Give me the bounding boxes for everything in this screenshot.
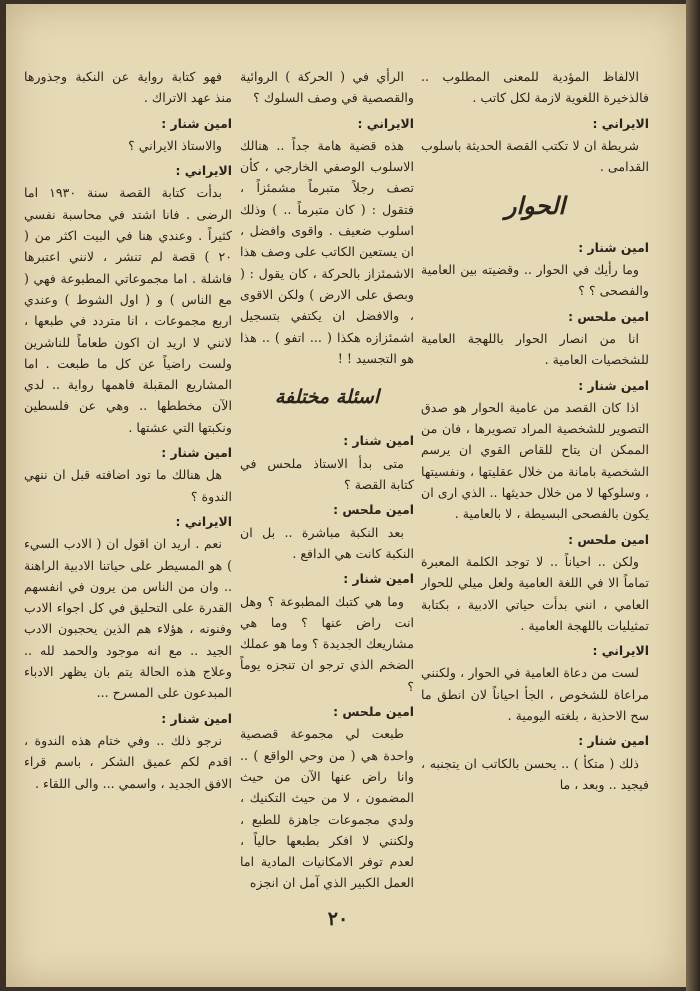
speaker-label: الايراني : — [175, 163, 232, 179]
speaker-label: امين ملحس : — [568, 531, 649, 547]
section-heading: الحوار — [504, 191, 566, 221]
page-edge-shadow — [686, 0, 700, 991]
paragraph: نرجو ذلك .. وفي ختام هذه الندوة ، اقدم لكم عميق الشكر ، باسم قراء الافق الجديد ، واسمي ... والى اللقاء . — [24, 732, 232, 791]
magazine-page — [6, 4, 686, 987]
column-middle — [240, 66, 414, 895]
speaker-label: امين ملحس : — [333, 704, 414, 720]
speaker-label: الايراني : — [357, 115, 414, 131]
paragraph: نعم . اريد ان اقول ان ( الادب السيء ) هو المسيطر على حياتنا الادبية الراهنة .. وان من الناس من يرون في انفسهم القدرة على التحليق في كل اجواء الادب وفنونه ، هؤلاء هم الذين يحجبون الادب الجيد .. مع انه موجود والحمد لله .. وعلاج هذه الحالة يتم بان يظهر الادباء المبدعون على المسرح ... — [24, 536, 232, 701]
speaker-label: امين شنار : — [161, 710, 232, 726]
speaker-label: امين شنار : — [578, 377, 649, 393]
speaker-label: امين شنار : — [343, 571, 414, 587]
paragraph: والاستاذ الايراني ؟ — [128, 137, 222, 153]
paragraph: شريطة ان لا تكتب القصة الحديثة باسلوب القدامى . — [421, 137, 649, 175]
section-heading: اسئلة مختلفة — [274, 386, 380, 409]
speaker-label: امين شنار : — [578, 239, 649, 255]
speaker-label: امين شنار : — [343, 433, 414, 449]
paragraph: الالفاظ المؤدية للمعنى المطلوب .. فالذخيرة اللغوية لازمة لكل كاتب . — [421, 69, 649, 106]
paragraph: بدأت كتابة القصة سنة ١٩٣٠ اما الرضى . فانا اشتد في محاسبة نفسي كثيراً . وعندي هنا في البيت اكثر من ( ٢٠ ) قصة لم تنشر ، لانني اعتبرها فاشلة . اما مجموعاتي المطبوعة فهي ( مع الناس ) و ( اول الشوط ) وعندي اربع مجموعات ، انا متردد في طبعها ، لانني لا اريد ان اكون طعاماً للناشرين ولست راضياً عن كل ما طبعت . اما المشاريع المقبلة فاهمها رواية .. لدي الآن مخططها .. وهي عن فلسطين ونكبتها التي عشتها . — [24, 185, 232, 435]
paragraph: لست من دعاة العامية في الحوار ، ولكنني مراعاة للشخوص ، الجأ احياناً لان انطق ما سح الاحذية ، بلغته اليومية . — [421, 665, 649, 724]
speaker-label: امين شنار : — [578, 733, 649, 749]
paragraph: اذا كان القصد من عامية الحوار هو صدق التصوير للشخصية المراد تصويرها ، فان من الممكن ان يتاح للقاص القوي ان يرسم الشخصية بامانة من خلال عقليتها ، ونفسيتها ، وسلوكها لا من خلال حديثها .. الذي ارى ان يكون بالفصحى البسيطة ، لا بالعامية . — [421, 399, 649, 522]
paragraph: ولكن .. احياناً .. لا توجد الكلمة المعبرة تماماً الا في اللغة العامية ولعل ميلي للحوار العامي ، انني بدأت حياتي الادبية ، بكتابة تمثيليات باللهجة العامية . — [421, 553, 649, 633]
paragraph: الرأي في ( الحركة ) الروائية والقصصية في وصف السلوك ؟ — [240, 69, 414, 106]
paragraph: فهو كتابة رواية عن النكبة وجذورها منذ عهد الاتراك . — [24, 69, 232, 106]
paragraph: طبعت لي مجموعة قصصية واحدة هي ( من وحي الواقع ) .. وانا راض عنها الآن من حيث المضمون ، لا من حيث التكنيك ، ولدي مجموعات جاهزة للطبع ، ولكنني لا افكر بطبعها حالياً ، لعدم توفر الامكانيات المادية اما العمل الكبير الذي آمل ان انجزه — [240, 726, 414, 891]
column-left — [24, 66, 232, 795]
speaker-label: الايراني : — [175, 513, 232, 529]
speaker-label: الايراني : — [592, 643, 649, 659]
paragraph: وما رأيك في الحوار .. وقضيته بين العامية والفصحى ؟ ؟ — [421, 262, 649, 299]
column-right — [421, 66, 649, 796]
speaker-label: امين ملحس : — [333, 502, 414, 518]
paragraph: بعد النكبة مباشرة .. بل ان النكبة كانت هي الدافع . — [240, 524, 414, 561]
paragraph: وما هي كتبك المطبوعة ؟ وهل انت راض عنها ؟ وما هي مشاريعك الجديدة ؟ وما هو عملك الضخم الذي ترجو ان تنجزه يوماً ؟ — [240, 593, 414, 694]
paragraph: انا من انصار الحوار باللهجة العامية للشخصيات العامية . — [421, 330, 649, 368]
speaker-label: امين شنار : — [161, 445, 232, 461]
paragraph: هذه قضية هامة جداً .. هنالك الاسلوب الوصفي الخارجي ، كأن تصف رجلاً متبرماً مشمئزاً ، فتقول : ( كان متبرماً .. ) وذلك اسلوب ضعيف . واقوى وافضل ، ان يستعين الكاتب على وصف هذا الاشمئزاز بالحركة ، كان يقول : ( وبصق على الارض ) ولكن الاقوى ، والافضل ان يكتفي بتسجيل اشمئزازه هكذا ( ... اتفو ) .. هذا هو التجسيد ! ! — [240, 137, 414, 366]
speaker-label: الايراني : — [592, 115, 649, 131]
page-number: ٢٠ — [327, 908, 349, 930]
paragraph: هل هنالك ما تود اضافته قبل ان ننهي الندوة ؟ — [24, 467, 232, 504]
speaker-label: امين شنار : — [161, 115, 232, 131]
paragraph: متى بدأ الاستاذ ملحس في كتابة القصة ؟ — [240, 455, 414, 493]
speaker-label: امين ملحس : — [568, 308, 649, 324]
paragraph: ذلك ( متكأ ) .. يحسن بالكاتب ان يتجنبه ، فيجيد .. وبعد ، ما — [421, 755, 649, 792]
